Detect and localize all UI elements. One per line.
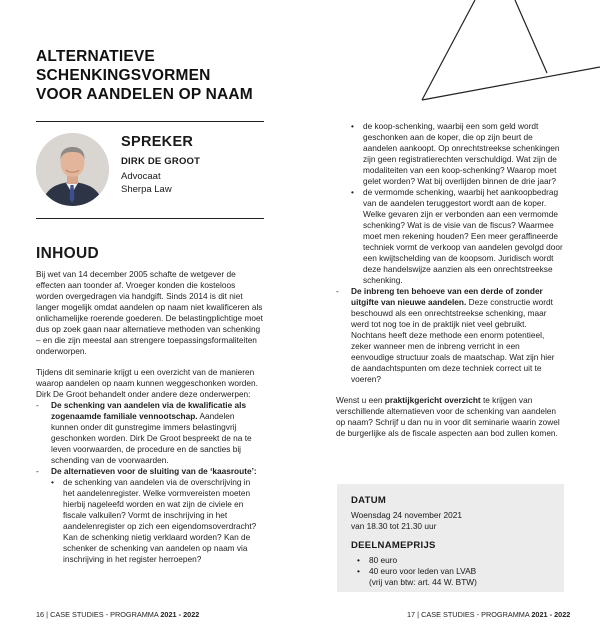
divider [36, 218, 264, 219]
topic-title: De inbreng ten behoeve van een derde of zonder uitgifte van nieuwe aandelen. [351, 286, 543, 307]
article-title [36, 47, 306, 104]
topic-title: De alternatieven voor de sluiting van de ‘kaasroute’: [51, 466, 257, 476]
topic-text: Aandelen kunnen onder dit gunstregime immers belastingvrij geschonken worden. Dirk De Groot bespreekt de na te leven voorwaarden, de procedure en de sancties bij schending van de voorwaarden. [51, 411, 252, 465]
footer-label: CASE STUDIES - PROGRAMMA [421, 610, 532, 619]
bullet-dot: • [351, 121, 354, 131]
right-column-text [336, 121, 564, 439]
info-box [337, 484, 564, 592]
footer-right: 17 | CASE STUDIES - PROGRAMMA 2021 - 2022 [407, 610, 571, 619]
title-line: SCHENKINGSVORMEN [36, 67, 211, 84]
dash-bullet: - [336, 286, 339, 296]
topic-item-continued [336, 121, 564, 286]
datum-time: van 18.30 tot 21.30 uur [351, 521, 437, 531]
title-line: ALTERNATIEVE [36, 48, 155, 65]
speaker-role: Advocaat [121, 171, 161, 182]
topic-text: Deze constructie wordt beschouwd als een onrechtstreekse schenking, maar werd tot nog toe in de praktijk niet veel gebruikt. Nochtans heeft deze methode een enorm potentieel, zeker wanneer men de inbreng verricht in een eenvoudige structuur zoals de maatschap. Wat zijn hier de aandachtspunten om deze techniek correct uit te voeren? [351, 297, 555, 384]
sub-topic-text: de koop-schenking, waarbij een som geld wordt geschonken aan de koper, die op zijn beurt de aandelen aankoopt. Op onrechtstreekse schenkingen zijn geen registratierechten verschuldigd. Wat zijn de modaliteiten van een koop-schenking? Waarop moet gelet worden? Wat bij overlijden binnen de drie jaar? [363, 121, 560, 186]
footer-year: 2021 - 2022 [160, 610, 200, 619]
speaker-company: Sherpa Law [121, 184, 172, 195]
speaker-name: DIRK DE GROOT [121, 156, 201, 167]
outro-text: Wenst u een [336, 395, 385, 405]
left-column-text [36, 269, 264, 565]
outro-text: te krijgen van verschillende alternatieven voor de schenking van aandelen op naam? Schrijf u dan nu in voor dit seminarie waarin zowel de burgerlijke als de fiscale aspecten aan bod zullen komen. [336, 395, 560, 438]
price-member: 40 euro voor leden van LVAB [369, 566, 477, 576]
title-line: VOOR AANDELEN OP NAAM [36, 86, 253, 103]
topic-item [36, 400, 264, 466]
dash-bullet: - [36, 466, 39, 476]
sub-topic-item [351, 187, 564, 286]
divider [36, 121, 264, 122]
bullet-dot: • [51, 477, 54, 487]
section-heading-inhoud: INHOUD [36, 245, 99, 262]
footer-year: 2021 - 2022 [531, 610, 571, 619]
outro-paragraph [336, 395, 564, 439]
topic-item [336, 286, 564, 385]
bullet-dot: • [351, 187, 354, 197]
topic-title: De schenking van aandelen via de kwalificatie als zogenaamde familiale vennootschap. [51, 400, 247, 421]
outro-emphasis: praktijkgericht overzicht [384, 395, 481, 405]
intro-paragraph: Bij wet van 14 december 2005 schafte de wetgever de effecten aan toonder af. Vroeger konden die kosteloos worden overgedragen via handgift. Sinds 2014 is dit niet langer mogelijk omdat aandelen op naam niet kwalificeren als onlichamelijke roerende goederen. De belastingplichtige moet dus op zoek gaan naar alternatieve methoden van schenking – en die zijn meestal aan strengere toepassingsformaliteiten onderworpen. [36, 269, 263, 356]
topic-item [36, 466, 264, 565]
sub-topic-item [351, 121, 564, 187]
sub-topic-text: de vermomde schenking, waarbij het aankoopbedrag van de aandelen teruggestort wordt aan de koper. Welke gevaren zijn er verbonden aan een vermomde schenking? Wat is de visie van de fiscus? Waarmee moet men rekening houden? Een meer geraffineerde techniek vormt de verkoop van aandelen gevolgd door een kwijtschelding van de koopsom. Juridisch wordt deze handelswijze aanzien als een onrechtstreekse schenking. [363, 187, 563, 285]
page-number: 16 [36, 610, 45, 619]
price-standard: 80 euro [369, 555, 398, 565]
page-number: 17 [407, 610, 416, 619]
speaker-photo [36, 133, 109, 206]
bullet-dot: • [357, 566, 360, 576]
intro-paragraph: Tijdens dit seminarie krijgt u een overzicht van de manieren waarop aandelen op naam kunnen weggeschonken worden. Dirk De Groot behandelt onder andere deze onderwerpen: [36, 367, 258, 399]
sub-topic-text: de schenking van aandelen via de overschrijving in het aandelenregister. Welke vormvereisten moeten hierbij nageleefd worden en wat zijn de civiele en fiscale valkuilen? Vormt de inschrijving in het aandelenregister op zich een eigendomsoverdracht? Kan de schenking nietig verklaard worden? Kan de schenker de schenking van aandelen op naam via inschrijving in het register herroepen? [63, 477, 257, 564]
footer-left: 16 | CASE STUDIES - PROGRAMMA 2021 - 2022 [36, 610, 200, 619]
sub-topic-item [51, 477, 264, 565]
dash-bullet: - [36, 400, 39, 410]
datum-heading: DATUM [351, 495, 387, 506]
footer-label: CASE STUDIES - PROGRAMMA [50, 610, 161, 619]
speaker-heading: SPREKER [121, 134, 194, 150]
decorative-triangle-lines [400, 0, 600, 110]
price-vat-note: (vrij van btw: art. 44 W. BTW) [369, 577, 477, 587]
prijs-heading: DEELNAMEPRIJS [351, 540, 436, 551]
datum-date: Woensdag 24 november 2021 [351, 510, 463, 520]
bullet-dot: • [357, 555, 360, 565]
